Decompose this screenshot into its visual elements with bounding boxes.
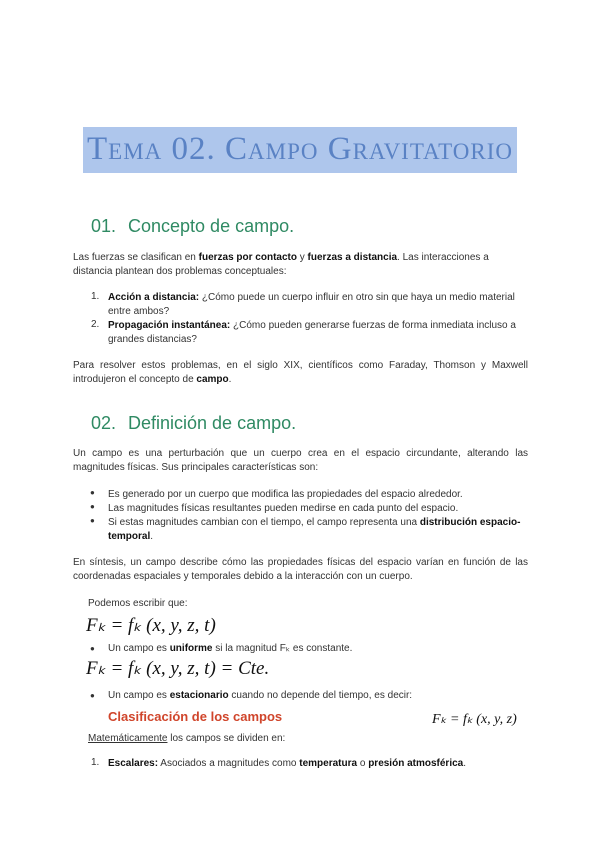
list-item-text: ¿Cómo puede un cuerpo influir en otro sin que haya un medio material entre ambos? bbox=[108, 292, 515, 317]
section1-intro bbox=[73, 251, 528, 279]
list-item-text: ¿Cómo pueden generarse fuerzas de forma inmediata incluso a grandes distancias? bbox=[108, 320, 516, 345]
page-title: Tema 02. Campo Gravitatorio bbox=[83, 127, 517, 173]
list-item bbox=[108, 757, 528, 771]
list-item-bold: Escalares: bbox=[108, 758, 159, 769]
intro-text: Las fuerzas se clasifican en bbox=[73, 252, 199, 263]
section2-title: Definición de campo. bbox=[128, 413, 297, 433]
stationary-item bbox=[108, 689, 528, 703]
bullet-marker: ● bbox=[90, 644, 95, 653]
classification-intro-underlined: Matemáticamente bbox=[88, 733, 168, 744]
uniform-item bbox=[108, 642, 528, 656]
formula-uniform: Fₖ = fₖ (x, y, z, t) = Cte. bbox=[86, 658, 270, 679]
section1-outro bbox=[73, 359, 528, 387]
list-marker: 2. bbox=[91, 319, 100, 330]
list-item-bold: Propagación instantánea: bbox=[108, 320, 231, 331]
bullet-marker: ● bbox=[90, 691, 95, 700]
bullet-bold: distribución espacio-temporal bbox=[108, 517, 521, 542]
bullet-marker: ● bbox=[90, 502, 95, 511]
bullet-text: Las magnitudes físicas resultantes pueden medirse en cada punto del espacio. bbox=[108, 503, 459, 514]
bullet-marker: ● bbox=[90, 488, 95, 497]
uniform-text: Un campo es bbox=[108, 643, 170, 654]
title-block bbox=[0, 127, 600, 173]
list-item bbox=[108, 319, 528, 347]
list-item bbox=[108, 502, 528, 516]
list-item bbox=[108, 291, 528, 319]
list-item-bold: temperatura bbox=[299, 758, 358, 769]
formula-stationary: Fₖ = fₖ (x, y, z) bbox=[432, 712, 517, 727]
intro-text: y bbox=[296, 252, 308, 263]
stationary-bold: estacionario bbox=[169, 690, 229, 701]
bullet-marker: ● bbox=[90, 516, 95, 525]
list-item-text: . bbox=[463, 758, 467, 769]
section2-intro: Un campo es una perturbación que un cuerpo crea en el espacio circundante, alterando las magnitudes físicas. Sus principales características son: bbox=[73, 448, 528, 473]
section1-number: 01. bbox=[91, 216, 117, 236]
intro-text: . Las interacciones a distancia plantean dos problemas conceptuales: bbox=[73, 252, 489, 277]
uniform-bold: uniforme bbox=[169, 643, 213, 654]
list-item-text: o bbox=[357, 758, 369, 769]
intro-bold-contact: fuerzas por contacto bbox=[198, 252, 297, 263]
list-marker: 1. bbox=[91, 757, 100, 768]
list-item bbox=[108, 516, 528, 544]
list-item-bold: presión atmosférica bbox=[368, 758, 464, 769]
stationary-text: cuando no depende del tiempo, es decir: bbox=[228, 690, 413, 701]
stationary-text: Un campo es bbox=[108, 690, 170, 701]
bullet-text: Es generado por un cuerpo que modifica las propiedades del espacio alrededor. bbox=[108, 489, 463, 500]
write-label: Podemos escribir que: bbox=[88, 598, 188, 609]
bullet-text: . bbox=[150, 531, 154, 542]
list-item bbox=[108, 488, 528, 502]
section2-summary: En síntesis, un campo describe cómo las propiedades físicas del espacio varían en función de las coordenadas espaciales y temporales debido a la interacción con un cuerpo. bbox=[73, 557, 528, 582]
bullet-text: Si estas magnitudes cambian con el tiempo, el campo representa una bbox=[108, 517, 420, 528]
classification-intro-text: los campos se dividen en: bbox=[167, 733, 286, 744]
classification-heading: Clasificación de los campos bbox=[108, 709, 283, 724]
formula-general: Fₖ = fₖ (x, y, z, t) bbox=[86, 615, 216, 636]
classification-intro bbox=[88, 732, 285, 746]
section1-heading bbox=[91, 216, 294, 237]
section1-title: Concepto de campo. bbox=[128, 216, 295, 236]
list-marker: 1. bbox=[91, 291, 100, 302]
list-item-text: Asociados a magnitudes como bbox=[158, 758, 300, 769]
section2-heading bbox=[91, 413, 296, 434]
list-item-bold: Acción a distancia: bbox=[108, 292, 200, 303]
intro-bold-distance: fuerzas a distancia bbox=[307, 252, 398, 263]
section2-number: 02. bbox=[91, 413, 117, 433]
outro-text: Para resolver estos problemas, en el siglo XIX, científicos como Faraday, Thomson y Maxwell introdujeron el concepto de bbox=[73, 360, 528, 385]
outro-text: . bbox=[228, 374, 232, 385]
outro-bold: campo bbox=[196, 374, 229, 385]
uniform-text: si la magnitud Fₖ es constante. bbox=[212, 643, 353, 654]
